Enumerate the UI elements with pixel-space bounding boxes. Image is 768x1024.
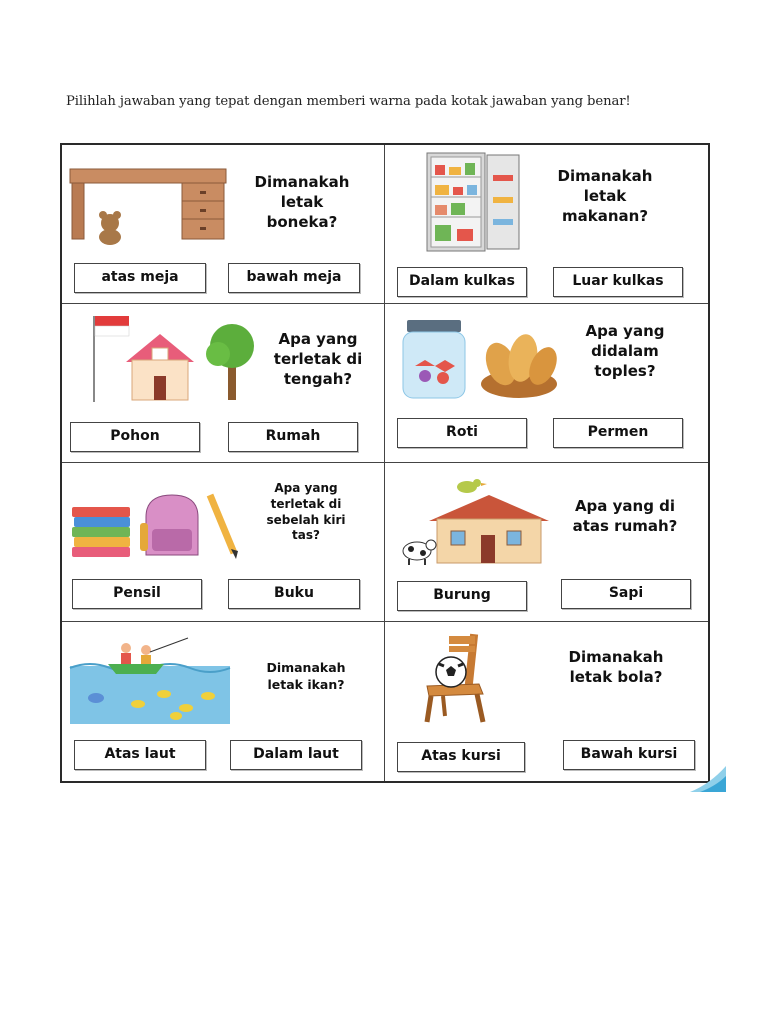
question-card-2 (385, 145, 708, 304)
question-grid (60, 143, 710, 783)
question-card-5 (62, 463, 385, 622)
question-text-2: Dimanakah letak makanan? (557, 167, 653, 225)
question-card-1 (62, 145, 385, 304)
chair-ball-icon (423, 632, 497, 724)
answer-button-6a[interactable]: Burung (397, 581, 527, 611)
question-card-8 (385, 622, 708, 781)
answer-button-5b[interactable]: Buku (228, 579, 360, 609)
corner-decoration-icon (690, 764, 728, 794)
instruction-text: Pilihlah jawaban yang tepat dengan memberi warna pada kotak jawaban yang benar! (66, 94, 631, 109)
answer-button-7a[interactable]: Atas laut (74, 740, 206, 770)
question-card-3 (62, 304, 385, 463)
answer-button-8a[interactable]: Atas kursi (397, 742, 525, 772)
boat-fish-icon (68, 634, 238, 726)
answer-button-3a[interactable]: Pohon (70, 422, 200, 452)
answer-button-5a[interactable]: Pensil (72, 579, 202, 609)
answer-button-4a[interactable]: Roti (397, 418, 527, 448)
question-text-3: Apa yang terletak di tengah? (273, 330, 363, 388)
desk-teddy-icon (68, 163, 228, 245)
answer-button-2b[interactable]: Luar kulkas (553, 267, 683, 297)
question-card-7 (62, 622, 385, 781)
bird-house-cow-icon (397, 473, 561, 567)
question-text-7: Dimanakah letak ikan? (266, 660, 346, 692)
books-bag-pencil-icon (70, 493, 242, 561)
answer-button-8b[interactable]: Bawah kursi (563, 740, 695, 770)
answer-button-1a[interactable]: atas meja (74, 263, 206, 293)
answer-button-2a[interactable]: Dalam kulkas (397, 267, 527, 297)
fridge-icon (423, 151, 523, 255)
question-text-1: Dimanakah letak boneka? (254, 173, 350, 231)
answer-button-3b[interactable]: Rumah (228, 422, 358, 452)
question-card-6 (385, 463, 708, 622)
answer-button-4b[interactable]: Permen (553, 418, 683, 448)
question-text-6: Apa yang di atas rumah? (572, 497, 678, 535)
jar-bread-icon (401, 318, 557, 402)
answer-button-7b[interactable]: Dalam laut (230, 740, 362, 770)
answer-button-6b[interactable]: Sapi (561, 579, 691, 609)
question-text-8: Dimanakah letak bola? (568, 648, 664, 686)
question-card-4 (385, 304, 708, 463)
question-text-5: Apa yang terletak di sebelah kiri tas? (266, 481, 346, 543)
answer-button-1b[interactable]: bawah meja (228, 263, 360, 293)
question-text-4: Apa yang didalam toples? (585, 322, 665, 380)
flag-house-tree-icon (88, 312, 236, 404)
